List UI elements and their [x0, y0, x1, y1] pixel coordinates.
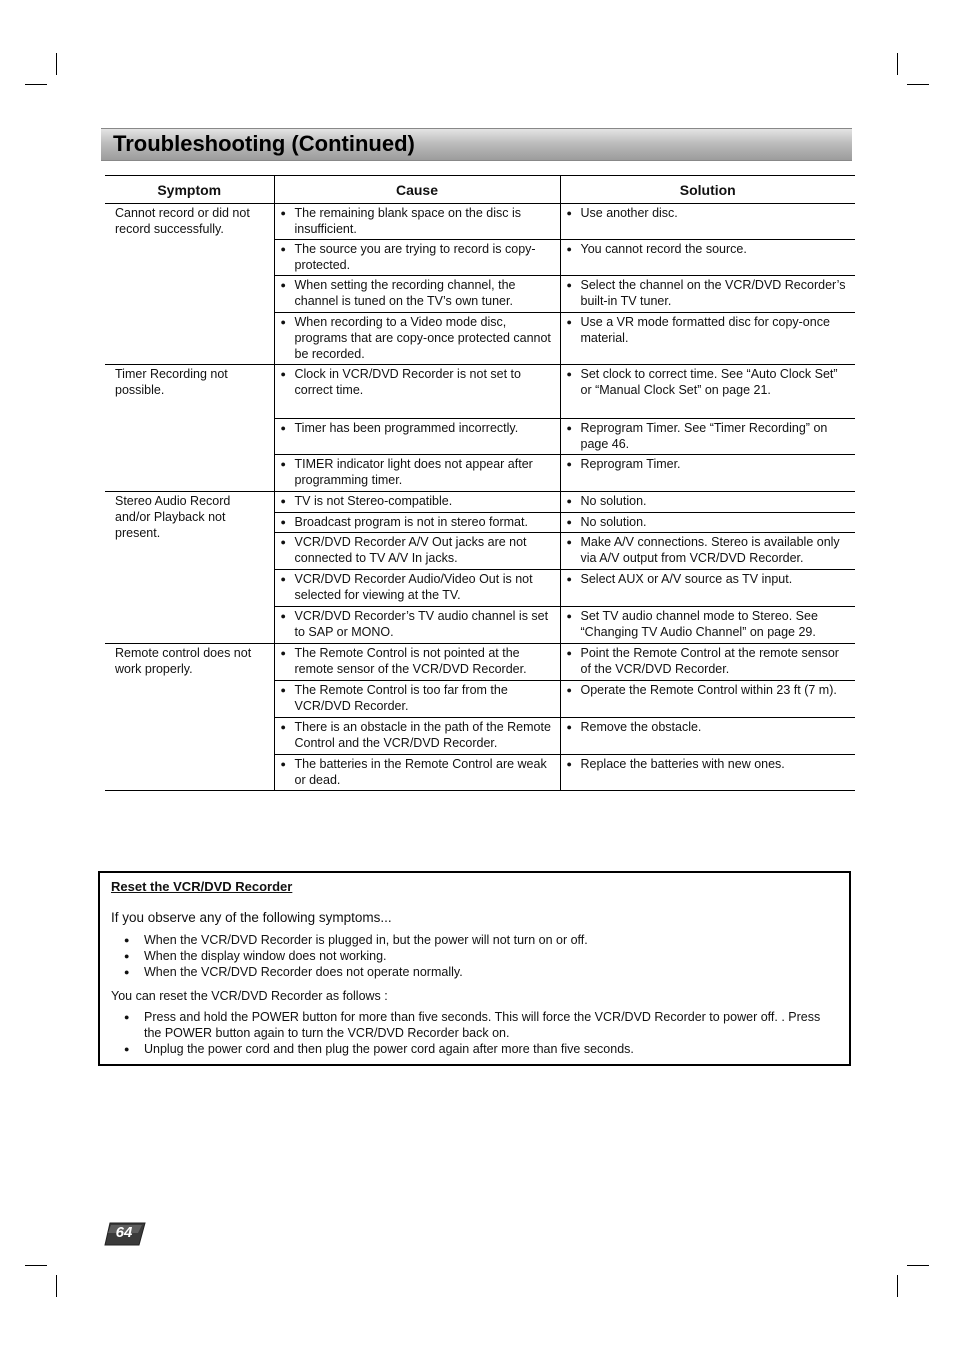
- bullet-icon: [281, 241, 295, 273]
- solution-text: Use another disc.: [580, 206, 678, 220]
- solution-cell: [560, 513, 855, 533]
- solution-text: No solution.: [580, 515, 647, 529]
- bullet-icon: [567, 534, 581, 566]
- reset-follow-text: You can reset the VCR/DVD Recorder as follows :: [111, 989, 388, 1003]
- cause-cell: [274, 240, 560, 276]
- solution-cell: [560, 313, 855, 365]
- bullet-icon: [124, 964, 144, 980]
- bullet-icon: [281, 682, 295, 714]
- bullet-icon: [281, 420, 295, 436]
- solution-text: Use a VR mode formatted disc for copy-once material.: [580, 315, 830, 345]
- cause-cell: [274, 681, 560, 718]
- cause-text: VCR/DVD Recorder A/V Out jacks are not connected to TV A/V In jacks.: [294, 535, 527, 565]
- solution-cell: [560, 365, 855, 419]
- bullet-icon: [124, 948, 144, 964]
- solution-text: Remove the obstacle.: [580, 720, 702, 734]
- bullet-icon: [567, 756, 581, 772]
- solution-text: Reprogram Timer.: [580, 457, 681, 471]
- bullet-icon: [567, 366, 581, 398]
- solution-cell: [560, 240, 855, 276]
- solution-cell: [560, 204, 855, 240]
- cause-cell: [274, 718, 560, 755]
- cause-text: Broadcast program is not in stereo format.: [294, 515, 528, 529]
- table-row: [105, 204, 855, 240]
- bullet-icon: [281, 366, 295, 398]
- cause-text: Timer has been programmed incorrectly.: [294, 421, 519, 435]
- solution-text: Reprogram Timer. See “Timer Recording” on page 46.: [580, 421, 828, 451]
- bullet-icon: [281, 205, 295, 237]
- cause-text: VCR/DVD Recorder Audio/Video Out is not selected for viewing at the TV.: [294, 572, 533, 602]
- bullet-icon: [281, 571, 295, 603]
- crop-mark: [897, 53, 898, 75]
- symptom-cell: Timer Recording not possible.: [105, 365, 274, 492]
- table-row: [105, 492, 855, 513]
- cause-text: When recording to a Video mode disc, programs that are copy-once protected cannot be recorded.: [294, 315, 551, 361]
- bullet-icon: [567, 682, 581, 698]
- cause-cell: [274, 492, 560, 513]
- bullet-icon: [281, 756, 295, 788]
- bullet-icon: [567, 314, 581, 346]
- crop-mark: [907, 84, 929, 85]
- bullet-icon: [124, 1009, 144, 1041]
- solution-text: Point the Remote Control at the remote sensor of the VCR/DVD Recorder.: [580, 646, 839, 676]
- bullet-icon: [124, 1041, 144, 1057]
- cause-cell: [274, 533, 560, 570]
- cause-text: Clock in VCR/DVD Recorder is not set to correct time.: [294, 367, 521, 397]
- solution-cell: [560, 607, 855, 644]
- bullet-icon: [567, 205, 581, 221]
- bullet-icon: [281, 277, 295, 309]
- list-item: ● When the display window does not working.: [124, 948, 588, 964]
- page-number-badge: [104, 1222, 146, 1246]
- solution-cell: [560, 533, 855, 570]
- cause-text: The Remote Control is too far from the VCR/DVD Recorder.: [294, 683, 508, 713]
- bullet-icon: [567, 241, 581, 257]
- symptom-cell: Stereo Audio Record and/or Playback not present.: [105, 492, 274, 644]
- solution-cell: [560, 644, 855, 681]
- bullet-icon: [567, 493, 581, 509]
- cause-cell: [274, 204, 560, 240]
- cause-text: There is an obstacle in the path of the Remote Control and the VCR/DVD Recorder.: [294, 720, 551, 750]
- header-symptom: Symptom: [105, 176, 274, 204]
- bullet-icon: [567, 571, 581, 587]
- list-item: ● Unplug the power cord and then plug the power cord again after more than five seconds.: [124, 1041, 824, 1057]
- cause-cell: [274, 419, 560, 455]
- symptom-cell: Cannot record or did not record successfully.: [105, 204, 274, 365]
- solution-text: Select AUX or A/V source as TV input.: [580, 572, 793, 586]
- solution-cell: [560, 755, 855, 791]
- solution-cell: [560, 455, 855, 492]
- bullet-icon: [567, 608, 581, 640]
- bullet-icon: [281, 314, 295, 362]
- solution-cell: [560, 419, 855, 455]
- cause-cell: [274, 365, 560, 419]
- solution-text: Set clock to correct time. See “Auto Clock Set” or “Manual Clock Set” on page 21.: [580, 367, 838, 397]
- bullet-icon: [567, 645, 581, 677]
- crop-mark: [56, 53, 57, 75]
- bullet-icon: [567, 420, 581, 452]
- bullet-icon: [281, 645, 295, 677]
- cause-text: The Remote Control is not pointed at the remote sensor of the VCR/DVD Recorder.: [294, 646, 527, 676]
- table-row: [105, 365, 855, 419]
- bullet-icon: [281, 719, 295, 751]
- solution-text: Set TV audio channel mode to Stereo. See “Changing TV Audio Channel” on page 29.: [580, 609, 818, 639]
- cause-cell: [274, 755, 560, 791]
- cause-text: The remaining blank space on the disc is insufficient.: [294, 206, 522, 236]
- crop-mark: [56, 1275, 57, 1297]
- cause-cell: [274, 513, 560, 533]
- cause-text: The source you are trying to record is copy-protected.: [294, 242, 536, 272]
- bullet-icon: [281, 456, 295, 488]
- crop-mark: [25, 1265, 47, 1266]
- bullet-icon: [281, 534, 295, 566]
- reset-intro: If you observe any of the following symptoms...: [111, 910, 392, 925]
- solution-text: Make A/V connections. Stereo is available only via A/V output from VCR/DVD Recorder.: [580, 535, 840, 565]
- list-item: ● When the VCR/DVD Recorder is plugged in, but the power will not turn on or off.: [124, 932, 588, 948]
- solution-text: Replace the batteries with new ones.: [580, 757, 785, 771]
- bullet-icon: [567, 277, 581, 309]
- header-solution: Solution: [560, 176, 855, 204]
- cause-text: VCR/DVD Recorder’s TV audio channel is set to SAP or MONO.: [294, 609, 549, 639]
- page-title-bar: [101, 128, 852, 161]
- bullet-icon: [281, 608, 295, 640]
- list-item: ● Press and hold the POWER button for more than five seconds. This will force the VCR/DVD Recorder to power off. . Press the POWER button again to turn the VCR/DVD Recorder back on.: [124, 1009, 824, 1041]
- reset-panel: [98, 871, 851, 1066]
- cause-cell: [274, 570, 560, 607]
- table-row: [105, 644, 855, 681]
- cause-text: When setting the recording channel, the channel is tuned on the TV’s own tuner.: [294, 278, 516, 308]
- bullet-icon: [567, 514, 581, 530]
- crop-mark: [897, 1275, 898, 1297]
- bullet-icon: [567, 719, 581, 735]
- cause-cell: [274, 607, 560, 644]
- cause-text: TIMER indicator light does not appear after programming timer.: [294, 457, 533, 487]
- crop-mark: [907, 1265, 929, 1266]
- bullet-icon: [124, 932, 144, 948]
- crop-mark: [25, 84, 47, 85]
- table-body: [105, 204, 855, 791]
- bullet-icon: [567, 456, 581, 472]
- solution-text: Operate the Remote Control within 23 ft (7 m).: [580, 683, 837, 697]
- symptom-cell: Remote control does not work properly.: [105, 644, 274, 791]
- solution-cell: [560, 570, 855, 607]
- solution-cell: [560, 681, 855, 718]
- solution-cell: [560, 492, 855, 513]
- page-number: 64: [115, 1224, 133, 1241]
- cause-cell: [274, 276, 560, 313]
- table-header-row: [105, 176, 855, 204]
- cause-cell: [274, 313, 560, 365]
- cause-text: The batteries in the Remote Control are weak or dead.: [294, 757, 547, 787]
- cause-cell: [274, 455, 560, 492]
- troubleshooting-table: [105, 175, 855, 791]
- bullet-icon: [281, 514, 295, 530]
- solution-text: Select the channel on the VCR/DVD Recorder’s built-in TV tuner.: [580, 278, 846, 308]
- solution-cell: [560, 718, 855, 755]
- list-item: ● When the VCR/DVD Recorder does not operate normally.: [124, 964, 588, 980]
- reset-step-list: [124, 1009, 824, 1057]
- bullet-icon: [281, 493, 295, 509]
- page-title: Troubleshooting (Continued): [113, 131, 415, 156]
- reset-symptom-list: [124, 932, 588, 980]
- solution-text: No solution.: [580, 494, 647, 508]
- cause-cell: [274, 644, 560, 681]
- cause-text: TV is not Stereo-compatible.: [294, 494, 453, 508]
- header-cause: Cause: [274, 176, 560, 204]
- solution-cell: [560, 276, 855, 313]
- solution-text: You cannot record the source.: [580, 242, 747, 256]
- reset-title: Reset the VCR/DVD Recorder: [111, 879, 293, 894]
